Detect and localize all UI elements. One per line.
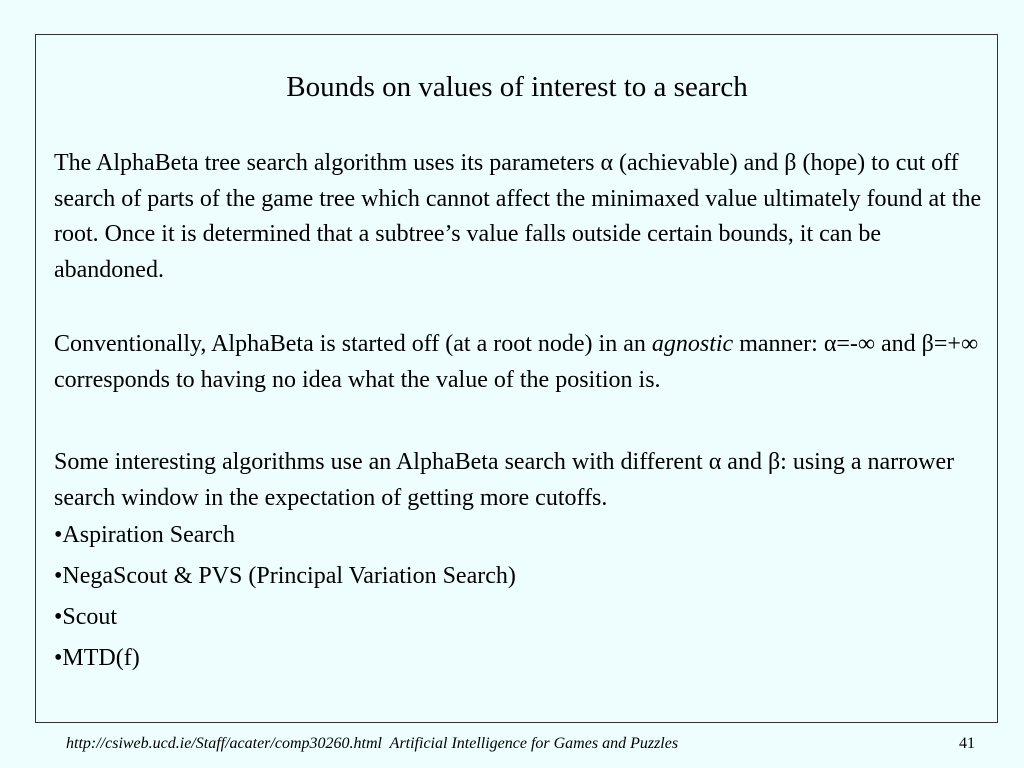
bullet-scout: •Scout — [54, 604, 118, 630]
paragraph-alphabeta-description: The AlphaBeta tree search algorithm uses its parameters α (achievable) and β (hope) to cut off search of parts of the game tree which cannot affect the minimaxed value ultimately found at the root. Once it is determined that a subtree’s value falls outside certain bounds, it can be abandoned. — [54, 150, 982, 283]
paragraph-narrow-window: Some interesting algorithms use an AlphaBeta search with different α and β: using a narrower search window in the expectation of getting more cutoffs. — [54, 449, 955, 511]
paragraph-text-after: manner: α=-∞ and β=+∞ corresponds to having no idea what the value of the position is. — [54, 331, 979, 393]
footer-source: http://csiweb.ucd.ie/Staff/acater/comp30260.html Artificial Intelligence for Games and Puzzles — [66, 735, 679, 752]
page-number: 41 — [959, 735, 975, 752]
emphasis-agnostic: agnostic — [651, 331, 734, 357]
bullet-mtdf: •MTD(f) — [54, 645, 140, 671]
slide-title: Bounds on values of interest to a search — [286, 71, 748, 103]
bullet-aspiration-search: •Aspiration Search — [54, 522, 236, 548]
bullet-negascout-pvs: •NegaScout & PVS (Principal Variation Search) — [54, 563, 516, 589]
paragraph-text-before: Conventionally, AlphaBeta is started off (at a root node) in an — [54, 331, 652, 357]
paragraph-agnostic-start — [54, 327, 984, 398]
